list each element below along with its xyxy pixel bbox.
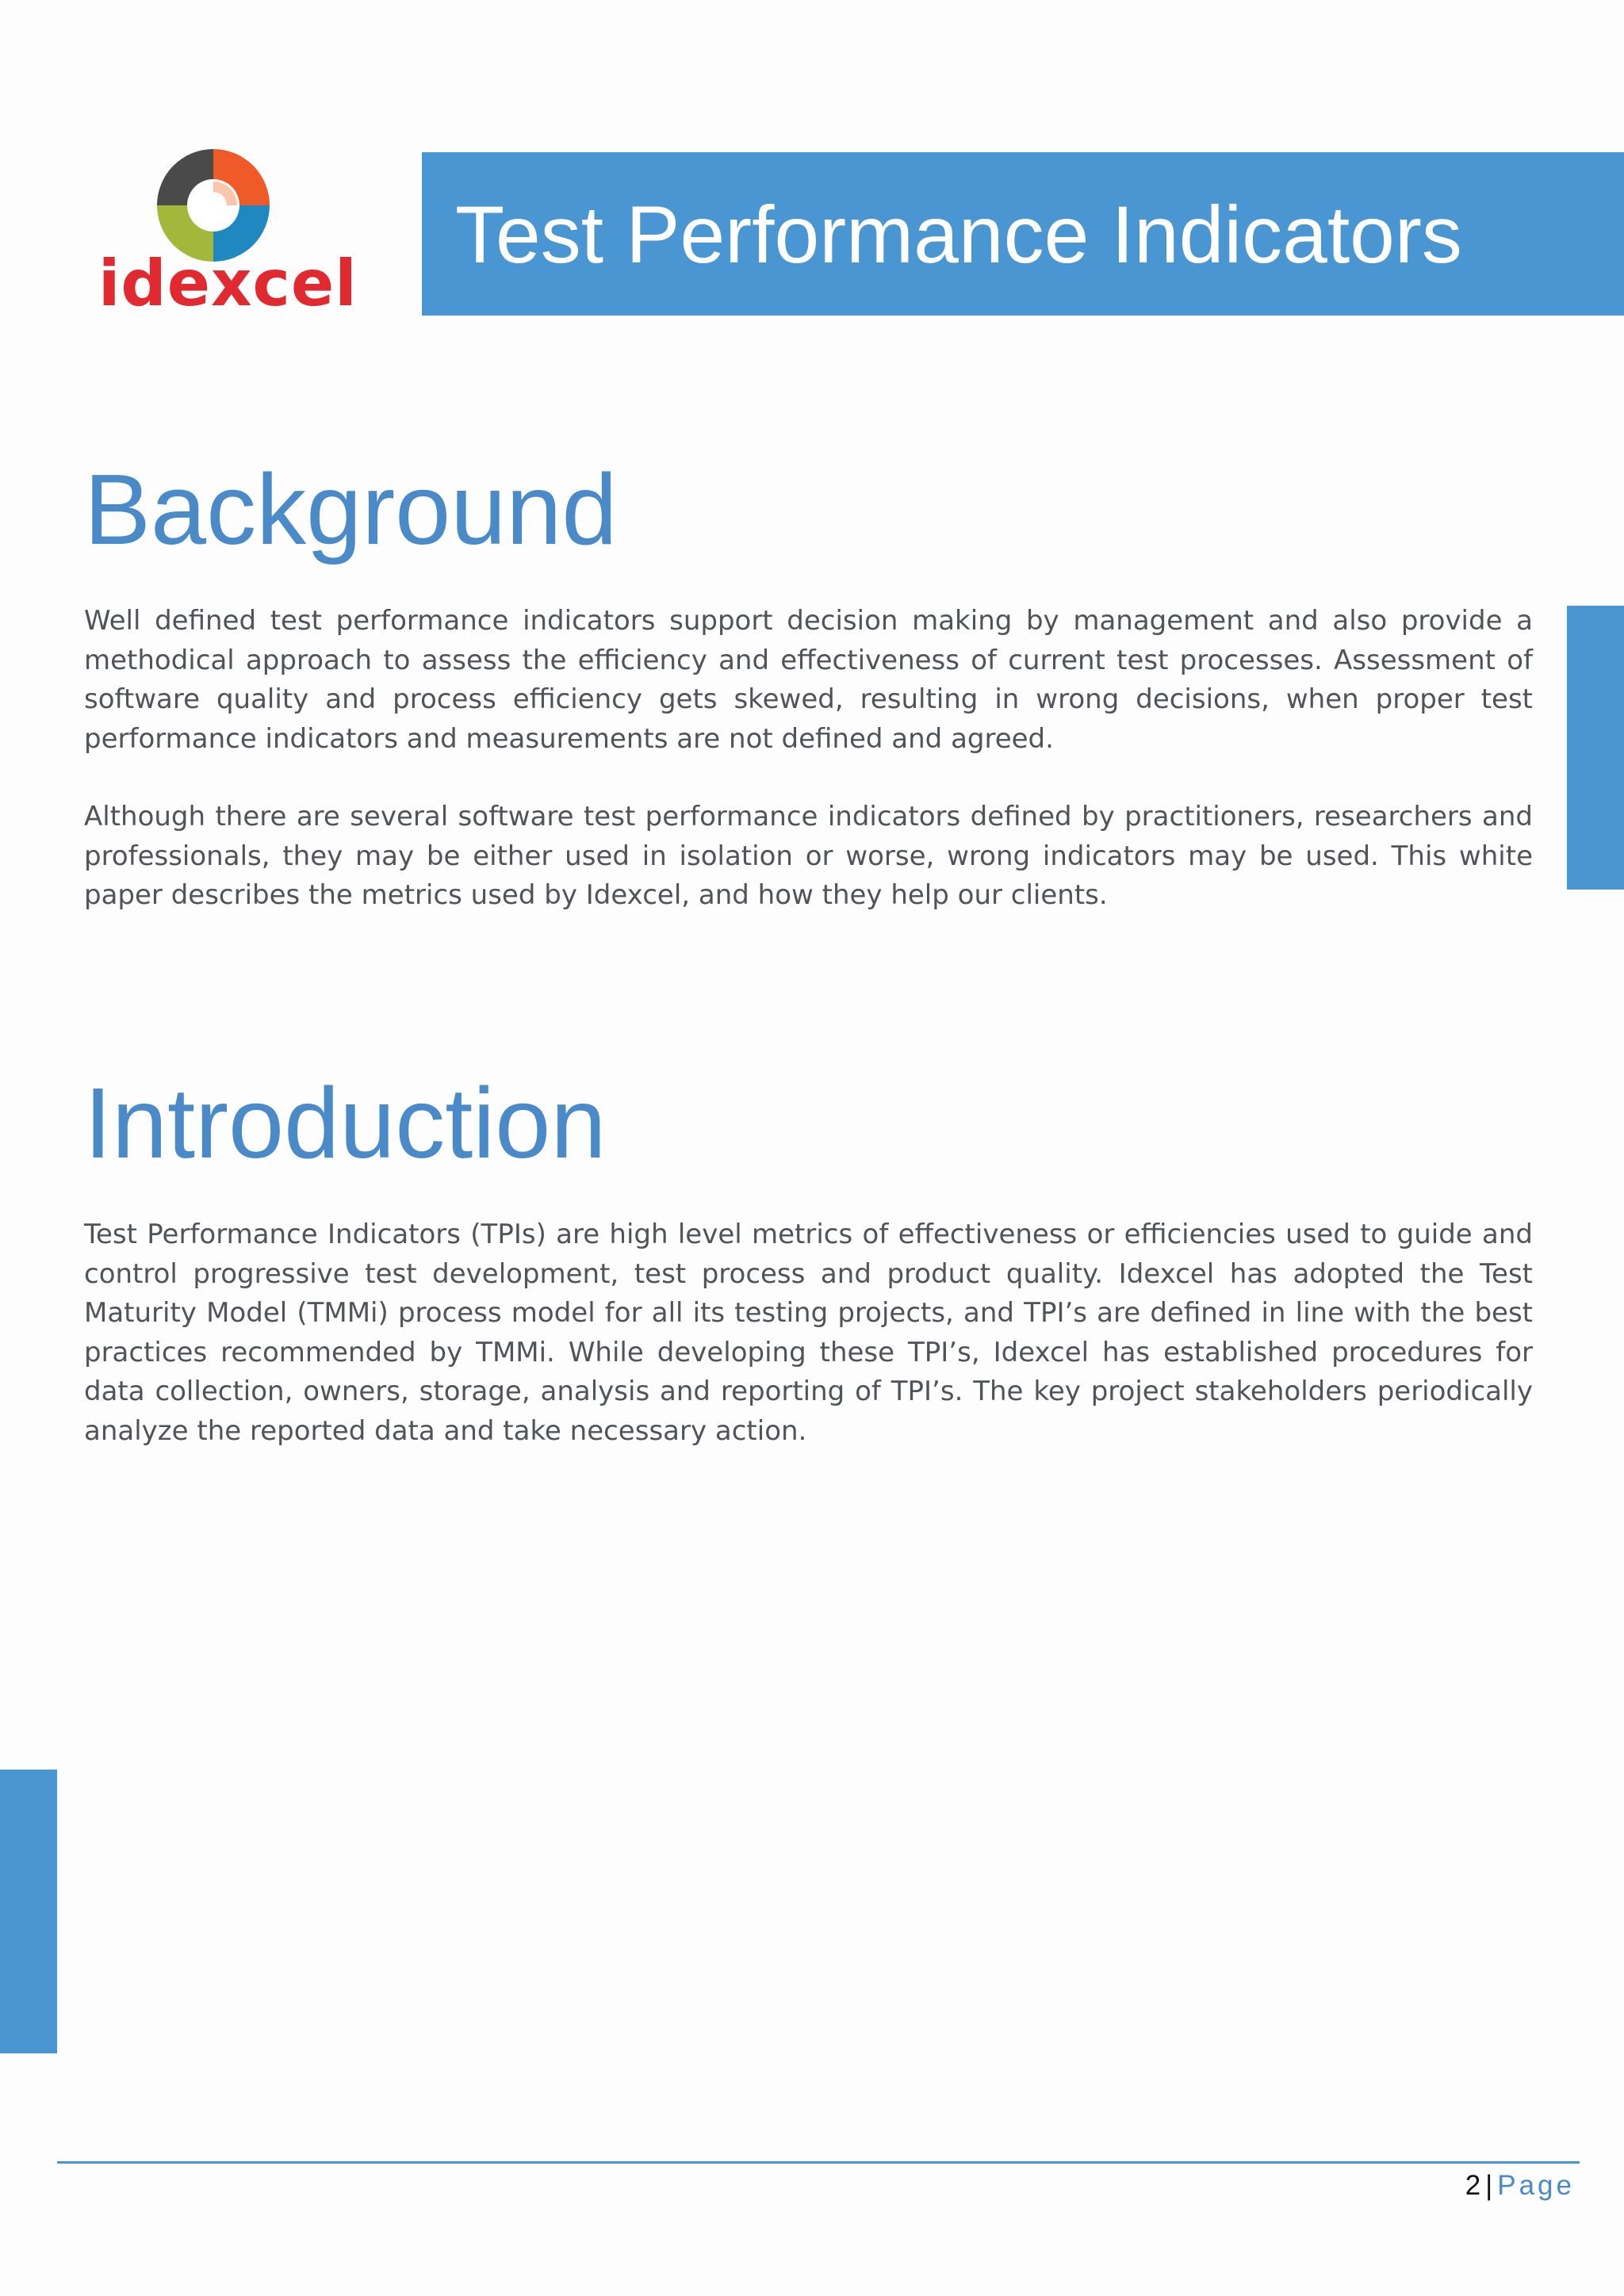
footer-divider <box>57 2161 1580 2164</box>
page-label: Page <box>1497 2170 1575 2201</box>
page-number: 2 <box>1465 2170 1481 2201</box>
left-accent-bar <box>0 1770 57 2053</box>
background-paragraph-2: Although there are several software test performance indicators defined by practitioners, researchers and professionals, they may be either used in isolation or worse, wrong indicators may be used. This white paper describes the metrics used by Idexcel, and how they help our clients. <box>84 801 1533 911</box>
background-heading: Background <box>84 453 618 565</box>
document-title: Test Performance Indicators <box>455 189 1462 280</box>
title-banner <box>422 152 1624 316</box>
background-paragraph-1: Well defined test performance indicators support decision making by management and also provide a methodical approach to assess the efficiency and effectiveness of current test processes. Assessment of software quality and process efficiency gets skewed, resulting in wrong decisions, when proper test performance indicators and measurements are not defined and agreed. <box>84 605 1533 755</box>
page-footer <box>1465 2169 1575 2202</box>
right-accent-bar <box>1567 606 1624 890</box>
introduction-paragraph: Test Performance Indicators (TPIs) are high level metrics of effectiveness or efficiencies used to guide and control progressive test development, test process and product quality. Idexcel has adopted the Test Maturity Model (TMMi) process model for all its testing projects, and TPI’s are defined in line with the best practices recommended by TMMi. While developing these TPI’s, Idexcel has established procedures for data collection, owners, storage, analysis and reporting of TPI’s. The key project stakeholders periodically analyze the reported data and take necessary action. <box>84 1219 1533 1447</box>
idexcel-logo <box>98 147 358 330</box>
introduction-heading: Introduction <box>84 1067 607 1179</box>
logo-wordmark: idexcel <box>98 247 358 320</box>
page-separator: | <box>1485 2170 1493 2201</box>
